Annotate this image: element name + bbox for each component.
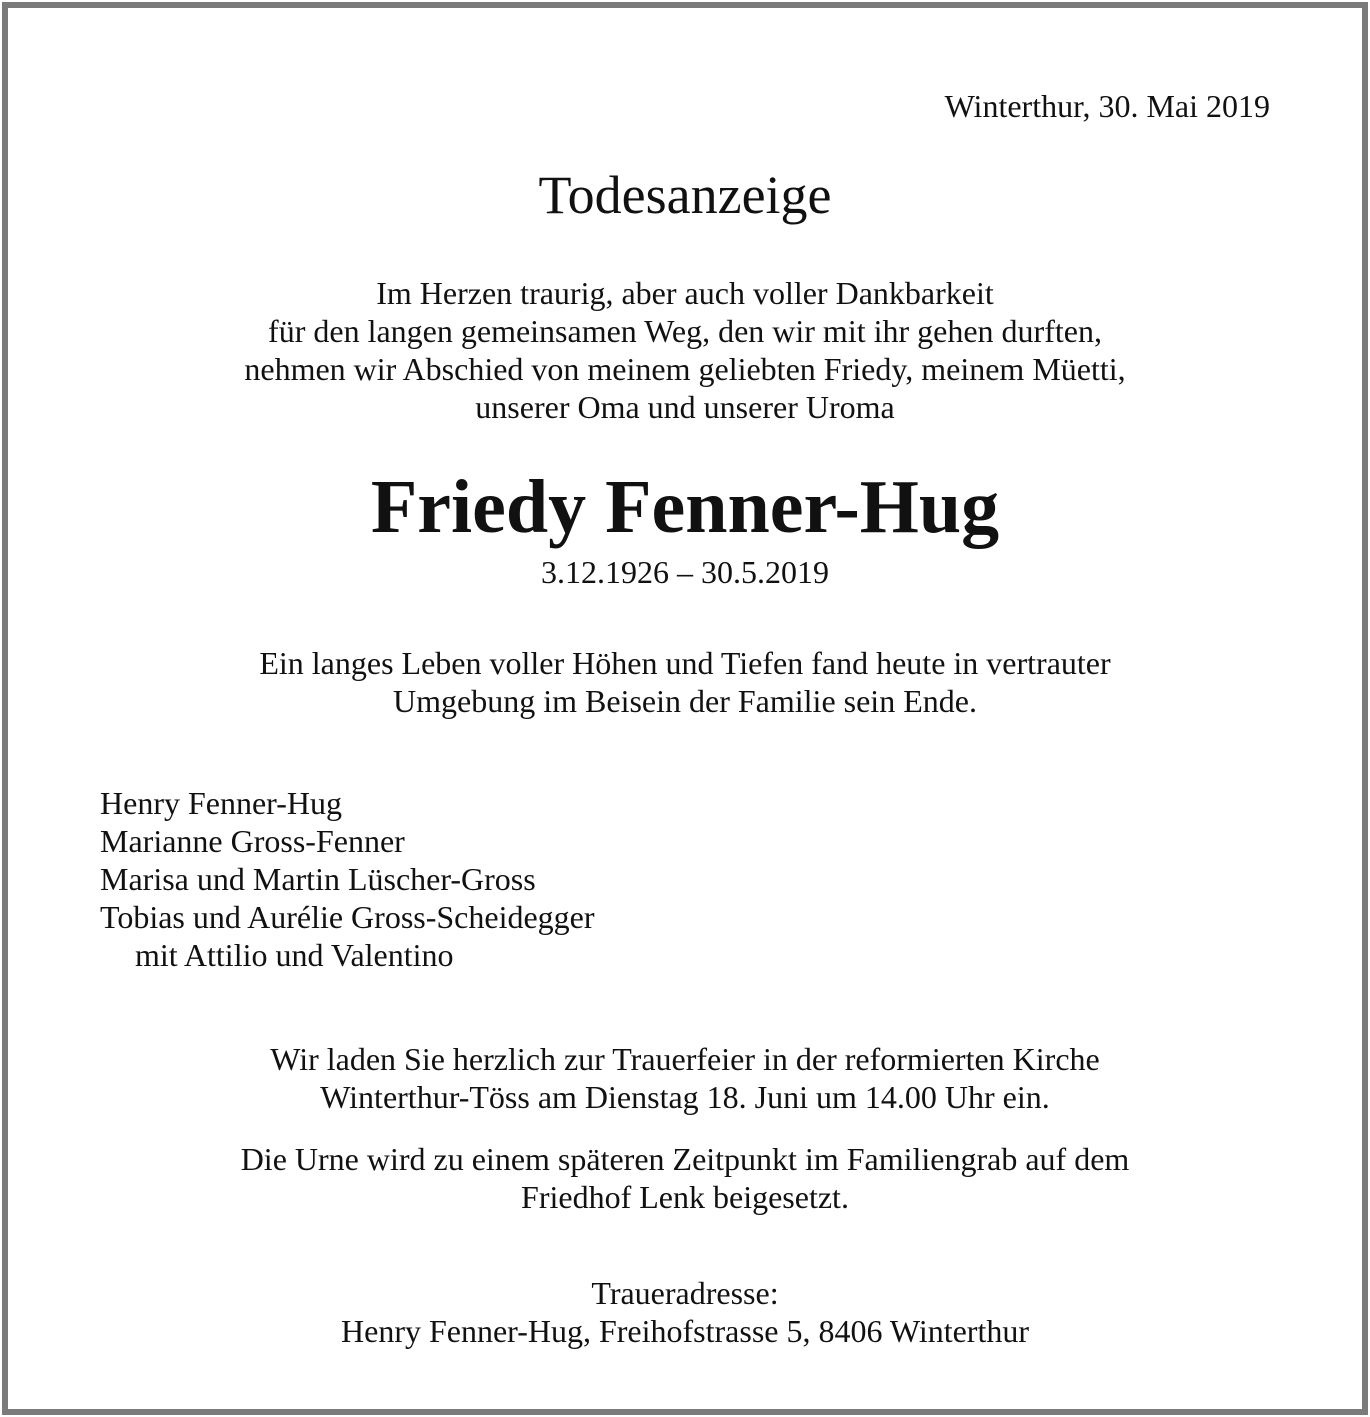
passing-line: Ein langes Leben voller Höhen und Tiefen fand heute in vertrauter	[259, 645, 1111, 681]
passing-line: Umgebung im Beisein der Familie sein Ende.	[393, 683, 977, 719]
family-list	[100, 784, 1270, 974]
life-dates: 3.12.1926 – 30.5.2019	[541, 554, 829, 590]
family-member: Tobias und Aurélie Gross-Scheidegger	[100, 899, 595, 935]
family-member: Henry Fenner-Hug	[100, 785, 342, 821]
place-and-date: Winterthur, 30. Mai 2019	[944, 88, 1270, 124]
burial-paragraph	[100, 1140, 1270, 1216]
ceremony-line: Winterthur-Töss am Dienstag 18. Juni um 14.00 Uhr ein.	[320, 1079, 1050, 1115]
mourning-address-block	[100, 1274, 1270, 1350]
deceased-name: Friedy Fenner-Hug	[370, 465, 1000, 549]
family-member: Marisa und Martin Lüscher-Gross	[100, 861, 536, 897]
intro-line: für den langen gemeinsamen Weg, den wir mit ihr gehen durften,	[268, 313, 1102, 349]
burial-line: Die Urne wird zu einem späteren Zeitpunkt im Familiengrab auf dem	[240, 1141, 1130, 1177]
family-children-line: mit Attilio und Valentino	[135, 937, 454, 973]
burial-line: Friedhof Lenk beigesetzt.	[521, 1179, 849, 1215]
obituary-content	[8, 8, 1362, 1409]
notice-type-title: Todesanzeige	[538, 165, 832, 225]
intro-paragraph	[100, 274, 1270, 426]
intro-line: Im Herzen traurig, aber auch voller Dankbarkeit	[376, 275, 994, 311]
ceremony-line: Wir laden Sie herzlich zur Trauerfeier in der reformierten Kirche	[270, 1041, 1100, 1077]
intro-line: unserer Oma und unserer Uroma	[475, 389, 895, 425]
mourning-address: Henry Fenner-Hug, Freihofstrasse 5, 8406 Winterthur	[341, 1313, 1029, 1349]
intro-line: nehmen wir Abschied von meinem geliebten Friedy, meinem Müetti,	[244, 351, 1126, 387]
passing-paragraph	[100, 644, 1270, 720]
ceremony-paragraph	[100, 1040, 1270, 1116]
mourning-address-label: Traueradresse:	[591, 1275, 779, 1311]
family-member: Marianne Gross-Fenner	[100, 823, 405, 859]
